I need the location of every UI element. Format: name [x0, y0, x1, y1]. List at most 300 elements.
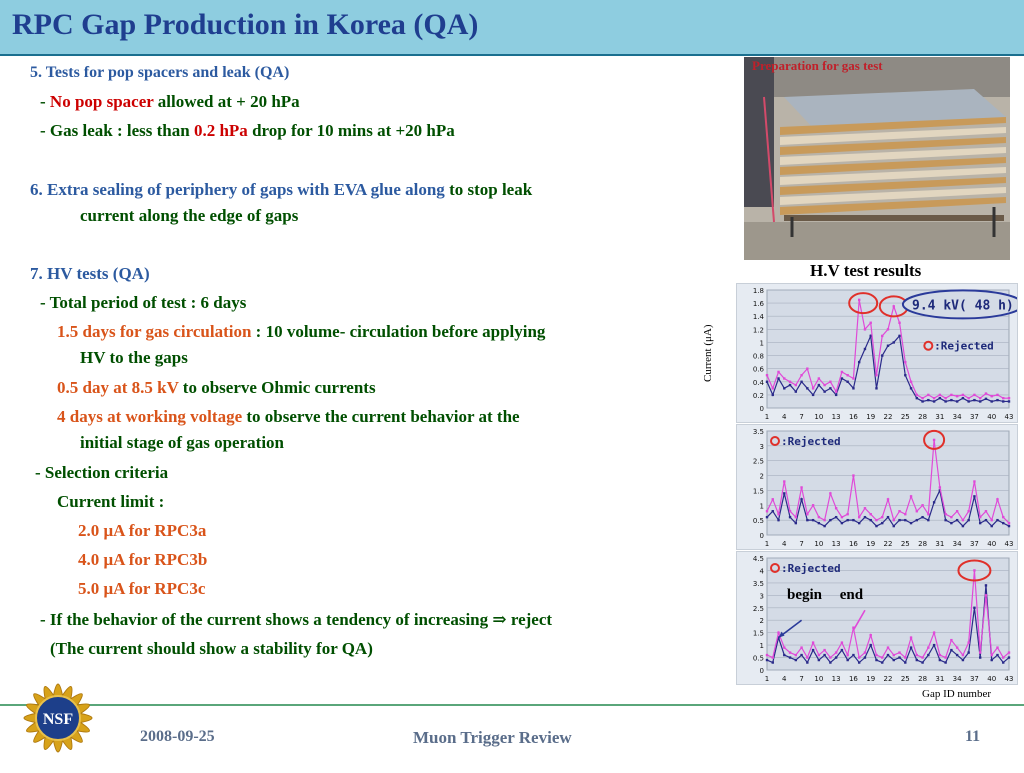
data-point [858, 516, 860, 518]
data-point [766, 374, 768, 376]
data-point [898, 510, 900, 512]
data-point [1008, 651, 1010, 653]
x-tick-label: 25 [900, 675, 910, 683]
data-point [783, 492, 785, 494]
data-point [898, 519, 900, 521]
data-point [818, 522, 820, 524]
data-point [789, 381, 791, 383]
data-point [944, 519, 946, 521]
data-point [973, 399, 975, 401]
data-point [841, 371, 843, 373]
gas-test-photo-drawing [744, 57, 1010, 260]
data-point [864, 516, 866, 518]
gas-test-photo [744, 57, 1010, 260]
data-point [772, 510, 774, 512]
data-point [829, 661, 831, 663]
x-tick-label: 7 [799, 413, 804, 421]
x-tick-label: 28 [918, 675, 928, 683]
data-point [806, 387, 808, 389]
data-point [950, 516, 952, 518]
data-point [887, 345, 889, 347]
data-point [870, 644, 872, 646]
page-number: 11 [965, 728, 981, 745]
data-point [772, 394, 774, 396]
data-point [870, 322, 872, 324]
data-point [921, 400, 923, 402]
data-point [893, 341, 895, 343]
data-point [910, 646, 912, 648]
x-tick-label: 1 [764, 675, 770, 683]
data-point [939, 394, 941, 396]
data-point [812, 641, 814, 643]
data-point [795, 654, 797, 656]
y-tick-label: 0.6 [752, 365, 764, 374]
data-point [881, 661, 883, 663]
data-point [933, 501, 935, 503]
data-point [904, 513, 906, 515]
data-point [916, 654, 918, 656]
sec5-heading: 5. Tests for pop spacers and leak (QA) [30, 64, 290, 81]
y-tick-label: 2 [759, 617, 764, 626]
sec7-increase: - If the behavior of the current shows a tendency of increasing ⇒ reject [40, 610, 553, 629]
data-point [927, 654, 929, 656]
rejected-legend-text: :Rejected [934, 339, 994, 353]
data-point [956, 519, 958, 521]
y-tick-label: 0.5 [752, 654, 764, 663]
y-tick-label: 0 [759, 532, 764, 540]
data-point [991, 659, 993, 661]
data-point [962, 659, 964, 661]
data-point [783, 377, 785, 379]
data-point [910, 495, 912, 497]
data-point [858, 522, 860, 524]
y-tick-label: 1.5 [752, 629, 764, 638]
data-point [800, 374, 802, 376]
sec7-heading: 7. HV tests (QA) [30, 264, 150, 283]
begin-end-labels [787, 587, 863, 604]
data-point [870, 634, 872, 636]
data-point [766, 381, 768, 383]
data-point [846, 381, 848, 383]
y-axis-label: Current (μA) [702, 324, 714, 382]
data-point [904, 519, 906, 521]
x-tick-label: 40 [987, 675, 997, 683]
data-point [898, 335, 900, 337]
data-point [852, 474, 854, 476]
data-point [806, 513, 808, 515]
data-point [806, 656, 808, 658]
data-point [835, 656, 837, 658]
data-point [772, 656, 774, 658]
y-tick-label: 0.4 [752, 378, 764, 387]
data-point [1008, 400, 1010, 402]
data-point [864, 348, 866, 350]
data-point [875, 387, 877, 389]
photo-caption: Preparation for gas test [752, 58, 883, 73]
data-point [962, 394, 964, 396]
y-tick-label: 1.8 [752, 287, 764, 295]
y-tick-label: 4 [759, 567, 764, 576]
data-point [858, 299, 860, 301]
x-tick-label: 16 [848, 675, 858, 683]
data-point [1008, 656, 1010, 658]
y-tick-label: 1.4 [752, 313, 764, 322]
title-bar [0, 0, 1024, 56]
data-point [823, 384, 825, 386]
data-point [800, 381, 802, 383]
data-point [777, 371, 779, 373]
hv-chart-1-svg [737, 284, 1017, 422]
data-point [818, 654, 820, 656]
data-point [996, 519, 998, 521]
data-point [881, 516, 883, 518]
y-tick-label: 1.2 [752, 326, 764, 335]
y-tick-label: 1.6 [752, 300, 764, 309]
data-point [1008, 397, 1010, 399]
x-tick-label: 22 [883, 540, 893, 548]
data-point [841, 377, 843, 379]
data-point [783, 654, 785, 656]
data-point [950, 639, 952, 641]
data-point [893, 519, 895, 521]
x-tick-label: 37 [969, 540, 979, 548]
data-point [766, 659, 768, 661]
data-point [806, 367, 808, 369]
hv-chart-1 [736, 283, 1018, 423]
data-point [944, 513, 946, 515]
data-point [1002, 397, 1004, 399]
data-point [916, 519, 918, 521]
data-point [772, 498, 774, 500]
data-point [927, 513, 929, 515]
x-tick-label: 25 [900, 413, 910, 421]
x-tick-label: 43 [1004, 675, 1014, 683]
y-tick-label: 1 [759, 339, 764, 348]
data-point [852, 377, 854, 379]
data-point [921, 516, 923, 518]
data-point [996, 654, 998, 656]
data-point [887, 498, 889, 500]
data-point [789, 510, 791, 512]
data-point [829, 387, 831, 389]
data-point [789, 384, 791, 386]
sec6-heading: 6. Extra sealing of periphery of gaps with EVA glue along to stop leak [30, 180, 533, 199]
data-point [985, 510, 987, 512]
sec7-stability: (The current should show a stability for QA) [50, 639, 373, 658]
x-tick-label: 34 [952, 675, 962, 683]
data-point [864, 328, 866, 330]
data-point [881, 522, 883, 524]
x-tick-label: 34 [952, 540, 962, 548]
limit-rpc3b: 4.0 μA for RPC3b [78, 550, 208, 569]
hv-chart-2-svg [737, 425, 1017, 549]
data-point [893, 305, 895, 307]
data-point [933, 400, 935, 402]
data-point [973, 495, 975, 497]
data-point [812, 519, 814, 521]
data-point [875, 374, 877, 376]
data-point [881, 656, 883, 658]
rejected-legend-text: :Rejected [781, 435, 841, 448]
data-point [967, 651, 969, 653]
data-point [870, 519, 872, 521]
data-point [835, 651, 837, 653]
y-tick-label: 1 [759, 502, 764, 511]
data-point [939, 659, 941, 661]
data-point [916, 510, 918, 512]
data-point [910, 387, 912, 389]
data-point [800, 486, 802, 488]
x-tick-label: 16 [848, 540, 858, 548]
y-tick-label: 0.2 [752, 391, 764, 400]
data-point [777, 631, 779, 633]
data-point [846, 654, 848, 656]
data-point [818, 384, 820, 386]
data-point [1002, 400, 1004, 402]
data-point [910, 636, 912, 638]
data-point [795, 516, 797, 518]
data-point [933, 397, 935, 399]
x-tick-label: 22 [883, 413, 893, 421]
x-tick-label: 13 [831, 413, 841, 421]
hv-chart-3-svg [737, 552, 1017, 684]
data-point [789, 516, 791, 518]
data-point [985, 398, 987, 400]
data-point [991, 395, 993, 397]
begin-label: begin [787, 587, 823, 603]
y-tick-label: 0 [759, 405, 764, 413]
sec5-line1: - No pop spacer allowed at + 20 hPa [40, 92, 300, 111]
data-point [875, 659, 877, 661]
data-point [823, 525, 825, 527]
data-point [795, 522, 797, 524]
x-tick-label: 43 [1004, 540, 1014, 548]
data-point [1008, 525, 1010, 527]
voltage-annotation: 9.4 kV( 48 h) [912, 298, 1014, 314]
y-tick-label: 2.5 [752, 604, 764, 613]
data-point [979, 656, 981, 658]
y-tick-label: 3.5 [752, 428, 764, 436]
data-point [898, 322, 900, 324]
data-point [991, 400, 993, 402]
data-point [956, 395, 958, 397]
footer-divider [0, 704, 1024, 706]
data-point [800, 498, 802, 500]
data-point [818, 377, 820, 379]
sec7-c-cont: initial stage of gas operation [80, 433, 284, 452]
data-point [1002, 656, 1004, 658]
y-tick-label: 3 [759, 442, 764, 451]
x-tick-label: 40 [987, 540, 997, 548]
data-point [777, 513, 779, 515]
x-tick-label: 4 [782, 675, 787, 683]
x-tick-label: 25 [900, 540, 910, 548]
data-point [962, 654, 964, 656]
data-point [927, 519, 929, 521]
data-point [812, 649, 814, 651]
data-point [927, 394, 929, 396]
data-point [950, 649, 952, 651]
x-tick-label: 19 [866, 675, 876, 683]
data-point [893, 654, 895, 656]
x-tick-label: 4 [782, 413, 787, 421]
x-tick-label: 37 [969, 413, 979, 421]
data-point [800, 654, 802, 656]
data-point [823, 649, 825, 651]
data-point [858, 361, 860, 363]
y-tick-label: 1.5 [752, 487, 764, 496]
data-point [904, 661, 906, 663]
data-point [783, 646, 785, 648]
y-tick-label: 0.8 [752, 352, 764, 361]
y-tick-label: 3.5 [752, 579, 764, 588]
sec7-period: - Total period of test : 6 days [40, 293, 247, 312]
data-point [829, 519, 831, 521]
data-point [893, 525, 895, 527]
data-point [795, 659, 797, 661]
sec6-cont: current along the edge of gaps [80, 206, 299, 225]
data-point [789, 656, 791, 658]
data-point [881, 335, 883, 337]
data-point [933, 644, 935, 646]
data-point [818, 659, 820, 661]
data-point [783, 480, 785, 482]
data-point [777, 377, 779, 379]
data-point [852, 387, 854, 389]
data-point [996, 498, 998, 500]
data-point [991, 654, 993, 656]
data-point [835, 390, 837, 392]
data-point [985, 519, 987, 521]
data-point [916, 394, 918, 396]
x-tick-label: 37 [969, 675, 979, 683]
data-point [898, 651, 900, 653]
data-point [812, 387, 814, 389]
data-point [841, 649, 843, 651]
data-point [933, 631, 935, 633]
sec5-line2: - Gas leak : less than 0.2 hPa drop for 10 mins at +20 hPa [40, 121, 455, 140]
data-point [927, 399, 929, 401]
x-tick-label: 13 [831, 540, 841, 548]
x-tick-label: 28 [918, 413, 928, 421]
x-tick-label: 19 [866, 540, 876, 548]
data-point [910, 522, 912, 524]
sec7-b: 0.5 day at 8.5 kV to observe Ohmic currents [57, 378, 376, 397]
data-point [979, 397, 981, 399]
data-point [881, 354, 883, 356]
limit-rpc3a: 2.0 μA for RPC3a [78, 521, 207, 540]
data-point [806, 519, 808, 521]
data-point [927, 646, 929, 648]
sec7-a-cont: HV to the gaps [80, 348, 188, 367]
data-point [812, 504, 814, 506]
data-point [852, 654, 854, 656]
data-point [823, 519, 825, 521]
data-point [783, 387, 785, 389]
data-point [864, 656, 866, 658]
limit-rpc3c: 5.0 μA for RPC3c [78, 579, 206, 598]
data-point [846, 513, 848, 515]
x-tick-label: 10 [814, 675, 824, 683]
data-point [996, 399, 998, 401]
data-point [967, 400, 969, 402]
data-point [921, 656, 923, 658]
sec7-a: 1.5 days for gas circulation : 10 volume- circulation before applying [57, 322, 546, 341]
data-point [766, 516, 768, 518]
data-point [979, 400, 981, 402]
data-point [950, 522, 952, 524]
data-point [1008, 522, 1010, 524]
data-point [852, 519, 854, 521]
data-point [962, 397, 964, 399]
data-point [887, 516, 889, 518]
data-point [956, 646, 958, 648]
data-point [875, 525, 877, 527]
data-point [864, 651, 866, 653]
x-tick-label: 4 [782, 540, 787, 548]
data-point [956, 654, 958, 656]
data-point [950, 399, 952, 401]
x-tick-label: 7 [799, 675, 804, 683]
y-tick-label: 2.5 [752, 457, 764, 466]
data-point [996, 394, 998, 396]
data-point [979, 651, 981, 653]
y-tick-label: 2 [759, 472, 764, 481]
x-tick-label: 19 [866, 413, 876, 421]
data-point [962, 525, 964, 527]
data-point [841, 516, 843, 518]
data-point [991, 519, 993, 521]
data-point [985, 584, 987, 586]
nsf-logo [8, 668, 108, 768]
nsf-logo-text: NSF [42, 711, 74, 728]
y-tick-label: 0.5 [752, 517, 764, 526]
data-point [979, 516, 981, 518]
data-point [904, 361, 906, 363]
data-point [910, 381, 912, 383]
data-point [818, 516, 820, 518]
y-tick-label: 3 [759, 592, 764, 601]
data-point [800, 646, 802, 648]
data-point [973, 394, 975, 396]
data-point [812, 394, 814, 396]
data-point [887, 328, 889, 330]
data-point [789, 651, 791, 653]
data-point [777, 519, 779, 521]
data-point [858, 656, 860, 658]
data-point [846, 519, 848, 521]
data-point [950, 394, 952, 396]
x-axis-label: Gap ID number [922, 688, 992, 700]
data-point [893, 659, 895, 661]
data-point [973, 607, 975, 609]
sec7-limit: Current limit : [57, 492, 165, 511]
data-point [875, 519, 877, 521]
x-tick-label: 13 [831, 675, 841, 683]
data-point [967, 519, 969, 521]
x-tick-label: 40 [987, 413, 997, 421]
data-point [944, 656, 946, 658]
data-point [829, 656, 831, 658]
data-point [944, 661, 946, 663]
data-point [841, 522, 843, 524]
data-point [944, 397, 946, 399]
hv-results-title: H.V test results [810, 261, 922, 280]
slide-title: RPC Gap Production in Korea (QA) [12, 8, 479, 41]
data-point [823, 654, 825, 656]
data-point [939, 397, 941, 399]
data-point [962, 519, 964, 521]
